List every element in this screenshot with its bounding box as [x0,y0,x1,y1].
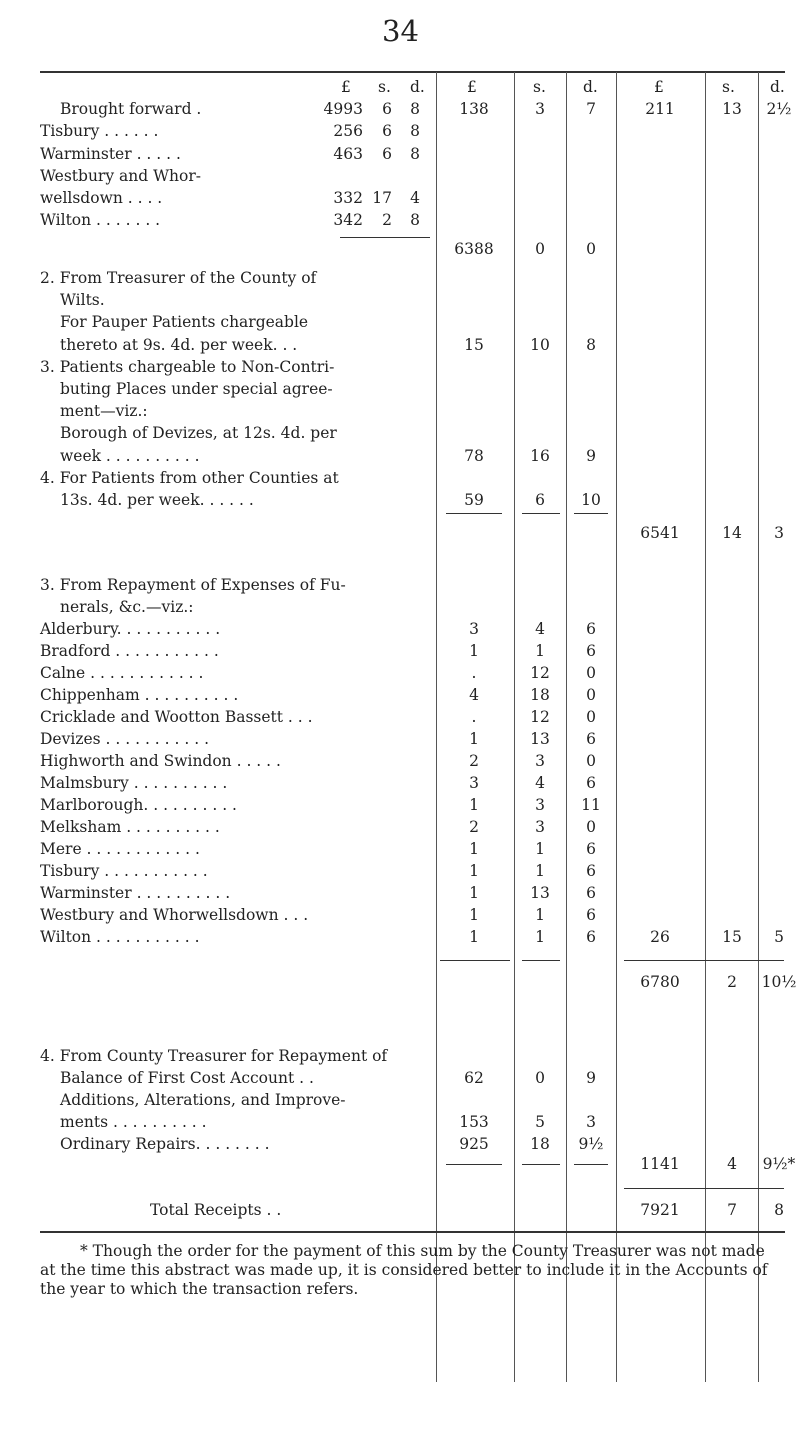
section4-rule [574,1164,608,1165]
section4-heading: 4. From County Treasurer for Repayment of [40,1047,388,1065]
section2-line: buting Places under special agree- [60,380,333,398]
list-item-shillings: 1 [535,642,545,660]
section3-total-pence: 5 [774,928,784,946]
other-counties-pence: 10 [581,491,601,509]
list-item-pounds: 3 [469,774,479,792]
list-item-pence: 6 [586,906,596,924]
row-pence: 8 [410,211,420,229]
section3-rule [624,960,784,961]
list-item-pence: 6 [586,620,596,638]
section4-total-pence: 9½* [762,1155,796,1173]
list-item: Calne . . . . . . . . . . . . [40,664,204,682]
row-pounds: 342 [333,211,363,229]
list-item-shillings: 13 [530,730,550,748]
section3-heading: 3. From Repayment of Expenses of Fu- [40,576,346,594]
list-item-shillings: 1 [535,928,545,946]
pauper-pounds: 15 [464,336,484,354]
col-rule [616,72,617,1382]
list-item: Warminster . . . . . . . . . . [40,884,231,902]
row-pence: 8 [410,122,420,140]
list-item: Ordinary Repairs. . . . . . . . [60,1135,270,1153]
list-item: Alderbury. . . . . . . . . . . [40,620,221,638]
list-item-pounds: 153 [459,1113,489,1131]
list-item: Cricklade and Wootton Bassett . . . [40,708,313,726]
list-item-shillings: 3 [535,818,545,836]
row-pounds: 4993 [323,100,363,118]
col1-header-pence: d. [583,78,598,96]
devizes-shillings: 16 [530,447,550,465]
list-item: Bradford . . . . . . . . . . . [40,642,219,660]
total-receipts-shillings: 7 [727,1201,737,1219]
section4-total-shillings: 4 [727,1155,737,1173]
list-item: ments . . . . . . . . . . [60,1113,207,1131]
bf-col1-pounds: 138 [459,100,489,118]
bf-col2-shillings: 13 [722,100,742,118]
col2-header-pence: d. [770,78,785,96]
bf-col1-pence: 7 [586,100,596,118]
list-item-shillings: 1 [535,862,545,880]
col2-header-pounds: £ [654,78,664,96]
section4-rule [522,1164,560,1165]
list-item-shillings: 1 [535,840,545,858]
section2-line: 3. Patients chargeable to Non-Contri- [40,358,335,376]
section4-rule [446,1164,502,1165]
list-item-pence: 0 [586,818,596,836]
list-item-shillings: 5 [535,1113,545,1131]
list-item-pounds: 1 [469,642,479,660]
list-item-shillings: 4 [535,774,545,792]
col-rule [514,72,515,1382]
list-item-shillings: 3 [535,752,545,770]
devizes-pounds: 78 [464,447,484,465]
list-item-shillings: 1 [535,906,545,924]
list-item: Highworth and Swindon . . . . . [40,752,281,770]
row-pence: 8 [410,100,420,118]
list-item: Devizes . . . . . . . . . . . [40,730,210,748]
section4-total-pounds: 1141 [640,1155,680,1173]
list-item-pence: 6 [586,774,596,792]
row-pounds: 256 [333,122,363,140]
footnote: * Though the order for the payment of this sum by the County Treasurer was not made at the time this abstract was made up, it is considered better to include it in the Accounts of the year to which the transaction refers. [40,1242,768,1298]
section3-rule [440,960,510,961]
section3-total-shillings: 15 [722,928,742,946]
list-item-pounds: 925 [459,1135,489,1153]
section2-rule [522,513,560,514]
col-rule [436,72,437,1382]
subtotal-pounds: 6388 [454,240,494,258]
list-item-pounds: . [471,708,477,726]
list-item-pounds: 4 [469,686,479,704]
list-item: Tisbury . . . . . . . . . . . [40,862,208,880]
inner-header-pence: d. [410,78,425,96]
list-item-pounds: 62 [464,1069,484,1087]
row-pence: 8 [410,145,420,163]
list-item-pence: 6 [586,884,596,902]
row-label: Westbury and Whor- [40,167,201,185]
subtotal-pence: 0 [586,240,596,258]
row-label: Warminster . . . . . [40,145,181,163]
row-label: Tisbury . . . . . . [40,122,159,140]
bf-col1-shillings: 3 [535,100,545,118]
section2-total-pence: 3 [774,524,784,542]
list-item-pounds: 3 [469,620,479,638]
list-item-pence: 9½ [578,1135,604,1153]
section2-line: ment—viz.: [60,402,148,420]
total-receipts-pence: 8 [774,1201,784,1219]
list-item-pence: 0 [586,708,596,726]
total-receipts-label: Total Receipts . . [150,1201,282,1219]
list-item-shillings: 12 [530,708,550,726]
running-total-pence: 10½ [761,973,797,991]
list-item-pence: 11 [581,796,601,814]
col-rule [705,72,706,1382]
row-pence: 4 [410,189,420,207]
row-shillings: 6 [382,100,392,118]
section4-rule [624,1188,784,1189]
section2-line: 4. For Patients from other Counties at [40,469,339,487]
section2-line: 13s. 4d. per week. . . . . . [60,491,254,509]
list-item-shillings: 0 [535,1069,545,1087]
other-counties-shillings: 6 [535,491,545,509]
list-item-pounds: 1 [469,906,479,924]
list-item-pence: 6 [586,862,596,880]
row-pounds: 332 [333,189,363,207]
list-item-pence: 6 [586,928,596,946]
list-item: Additions, Alterations, and Improve- [60,1091,346,1109]
list-item: Westbury and Whorwellsdown . . . [40,906,309,924]
col2-header-shillings: s. [722,78,735,96]
list-item: Malmsbury . . . . . . . . . . [40,774,228,792]
row-shillings: 6 [382,145,392,163]
list-item-pence: 0 [586,686,596,704]
list-item-pence: 9 [586,1069,596,1087]
col-rule [566,72,567,1382]
list-item-shillings: 4 [535,620,545,638]
list-item-pence: 6 [586,642,596,660]
list-item-pence: 6 [586,730,596,748]
list-item-shillings: 13 [530,884,550,902]
row-label: wellsdown . . . . [40,189,163,207]
list-item-shillings: 3 [535,796,545,814]
list-item-pounds: 1 [469,730,479,748]
bottom-rule [40,1231,785,1233]
section3-rule [522,960,560,961]
running-total-shillings: 2 [727,973,737,991]
col1-header-pounds: £ [467,78,477,96]
other-counties-pounds: 59 [464,491,484,509]
pauper-pence: 8 [586,336,596,354]
section2-rule [574,513,608,514]
list-item-pounds: 1 [469,796,479,814]
list-item: Chippenham . . . . . . . . . . [40,686,239,704]
list-item: Melksham . . . . . . . . . . [40,818,220,836]
bf-col2-pence: 2½ [766,100,792,118]
row-shillings: 17 [372,189,392,207]
total-receipts-pounds: 7921 [640,1201,680,1219]
list-item-pounds: 2 [469,818,479,836]
bf-col2-pounds: 211 [645,100,675,118]
subtotal-shillings: 0 [535,240,545,258]
row-shillings: 6 [382,122,392,140]
row-label: Brought forward . [60,100,202,118]
subtotal-rule [340,237,430,238]
list-item-pounds: . [471,664,477,682]
list-item: Marlborough. . . . . . . . . . [40,796,237,814]
section2-rule [446,513,502,514]
devizes-pence: 9 [586,447,596,465]
list-item-pounds: 1 [469,884,479,902]
page-number: 34 [382,14,419,48]
list-item-pence: 3 [586,1113,596,1131]
col1-header-shillings: s. [533,78,546,96]
top-rule [40,71,785,73]
col-rule [758,72,759,1382]
list-item-pounds: 1 [469,840,479,858]
list-item-pounds: 2 [469,752,479,770]
section2-line: thereto at 9s. 4d. per week. . . [60,336,298,354]
list-item: Wilton . . . . . . . . . . . [40,928,200,946]
row-label: Wilton . . . . . . . [40,211,161,229]
list-item-pounds: 1 [469,862,479,880]
section2-line: 2. From Treasurer of the County of [40,269,317,287]
section2-line: For Pauper Patients chargeable [60,313,309,331]
row-pounds: 463 [333,145,363,163]
running-total-pounds: 6780 [640,973,680,991]
row-shillings: 2 [382,211,392,229]
inner-header-pounds: £ [341,78,351,96]
list-item: Mere . . . . . . . . . . . . [40,840,200,858]
pauper-shillings: 10 [530,336,550,354]
list-item-shillings: 18 [530,1135,550,1153]
inner-header-shillings: s. [378,78,391,96]
list-item: Balance of First Cost Account . . [60,1069,314,1087]
section3-total-pounds: 26 [650,928,670,946]
list-item-pence: 6 [586,840,596,858]
section2-line: Wilts. [60,291,105,309]
list-item-pence: 0 [586,664,596,682]
section2-total-shillings: 14 [722,524,742,542]
section2-line: Borough of Devizes, at 12s. 4d. per [60,424,337,442]
section2-line: week . . . . . . . . . . [60,447,200,465]
list-item-pounds: 1 [469,928,479,946]
list-item-shillings: 18 [530,686,550,704]
list-item-pence: 0 [586,752,596,770]
section2-total-pounds: 6541 [640,524,680,542]
section3-heading: nerals, &c.—viz.: [60,598,194,616]
list-item-shillings: 12 [530,664,550,682]
